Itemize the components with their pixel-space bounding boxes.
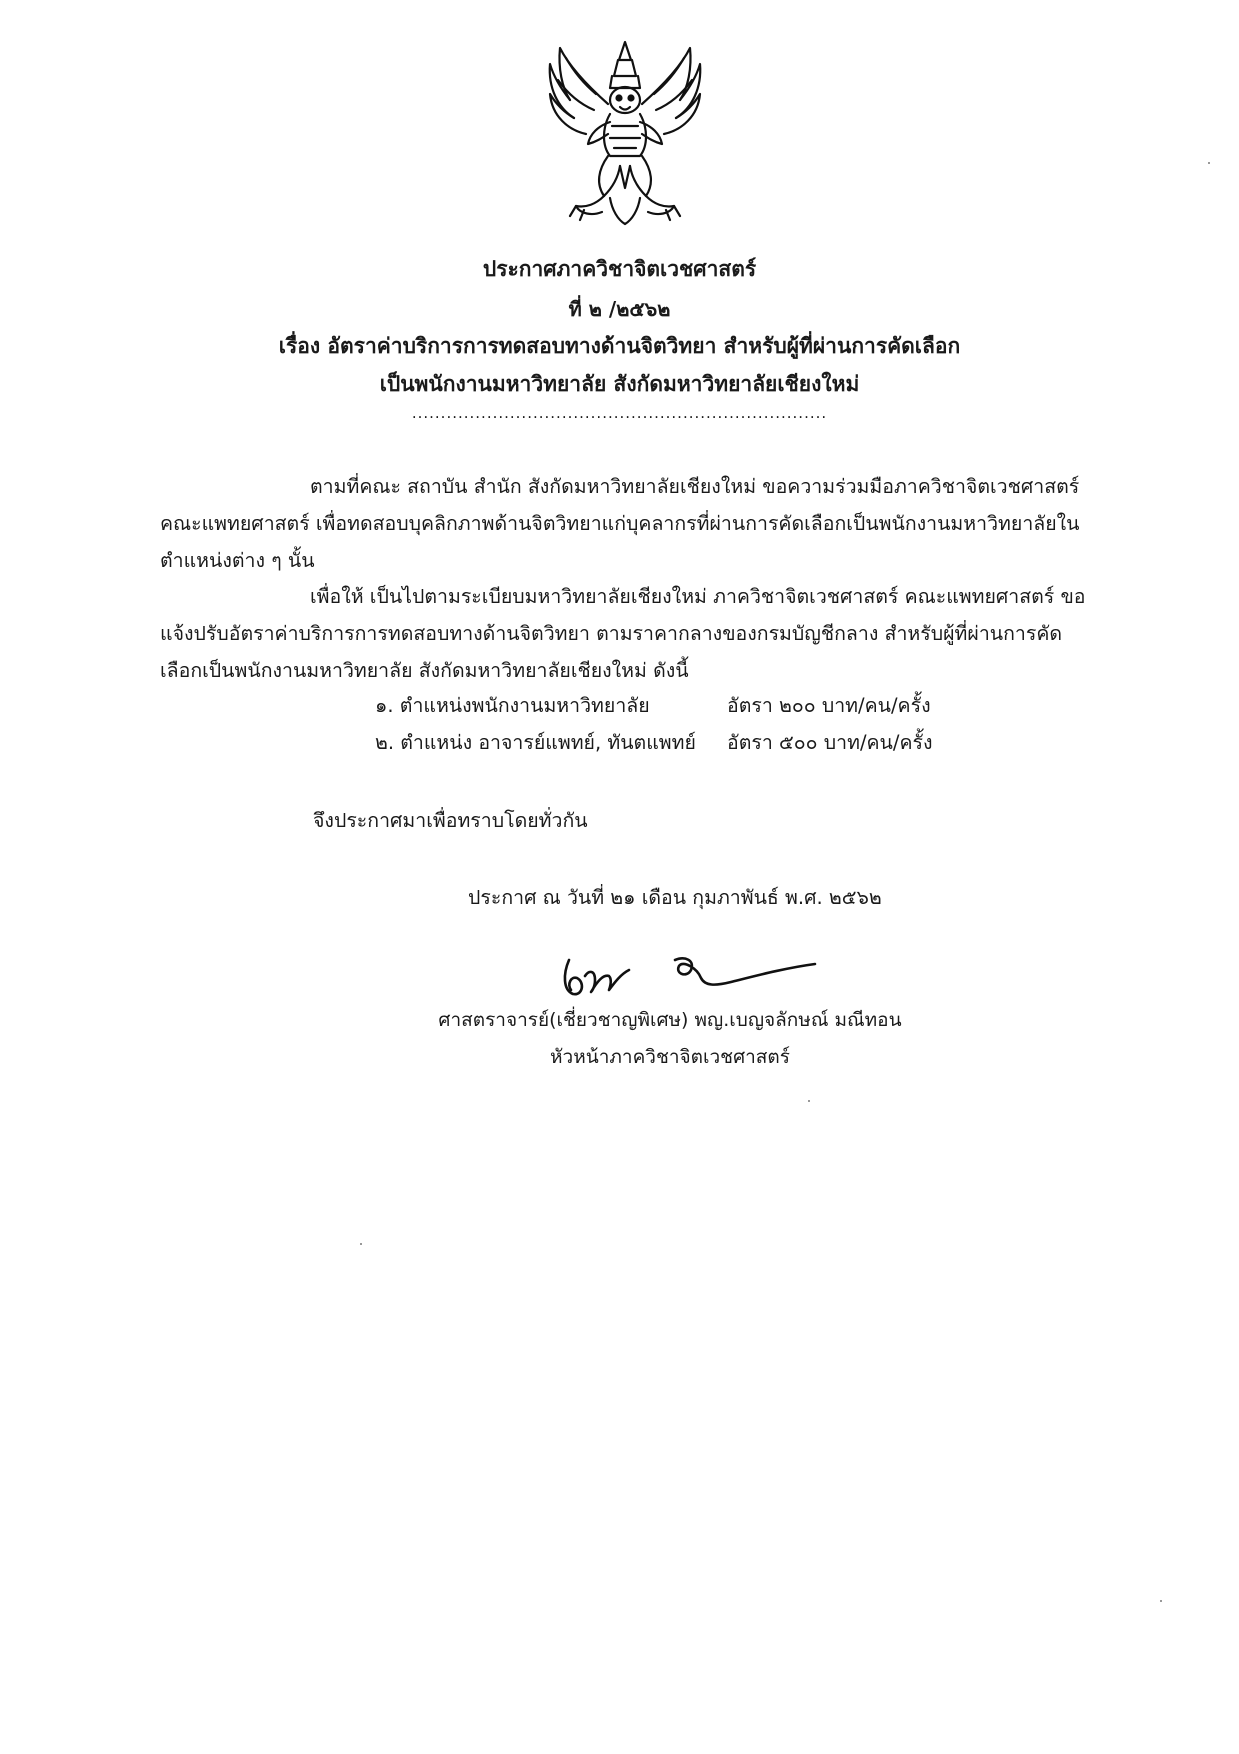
signer-name: ศาสตราจารย์(เชี่ยวชาญพิเศษ) พญ.เบญจลักษณ์ มณีทอน xyxy=(438,1009,902,1031)
subject-line-2: เป็นพนักงานมหาวิทยาลัย สังกัดมหาวิทยาลัยเชียงใหม่ xyxy=(379,372,860,396)
garuda-emblem-icon xyxy=(540,38,710,228)
scan-speck xyxy=(1160,1600,1162,1602)
separator-dots: ........................................................................ xyxy=(411,404,828,422)
announcement-number: ที่ ๒ /๒๕๖๒ xyxy=(568,297,671,321)
announcement-title: ประกาศภาควิชาจิตเวชศาสตร์ xyxy=(482,257,757,281)
handwritten-signature-icon xyxy=(555,930,825,1010)
subject-line-1: เรื่อง อัตราค่าบริการการทดสอบทางด้านจิตวิทยา สำหรับผู้ที่ผ่านการคัดเลือก xyxy=(278,334,961,358)
rate-value-2: อัตรา ๕๐๐ บาท/คน/ครั้ง xyxy=(727,731,933,754)
rate-label-1: ๑. ตำแหน่งพนักงานมหาวิทยาลัย xyxy=(375,694,650,717)
rate-label-2: ๒. ตำแหน่ง อาจารย์แพทย์, ทันตแพทย์ xyxy=(375,731,696,754)
rate-value-1: อัตรา ๒๐๐ บาท/คน/ครั้ง xyxy=(727,694,931,717)
body-paragraph-2: เพื่อให้ เป็นไปตามระเบียบมหาวิทยาลัยเชียงใหม่ ภาควิชาจิตเวชศาสตร์ คณะแพทยศาสตร์ ขอแจ้งปรับอัตราค่าบริการการทดสอบทางด้านจิตวิทยา ตามราคากลางของกรมบัญชีกลาง สำหรับผู้ที่ผ่านการคัดเลือกเป็นพนักงานมหาวิทยาลัย สังกัดมหาวิทยาลัยเชียงใหม่ ดังนี้ xyxy=(160,585,1086,682)
scan-speck xyxy=(808,1100,810,1102)
scan-speck xyxy=(1208,162,1210,164)
scan-speck xyxy=(360,1243,362,1245)
announcement-date: ประกาศ ณ วันที่ ๒๑ เดือน กุมภาพันธ์ พ.ศ. ๒๕๖๒ xyxy=(468,886,882,909)
body-paragraph-1: ตามที่คณะ สถาบัน สำนัก สังกัดมหาวิทยาลัยเชียงใหม่ ขอความร่วมมือภาควิชาจิตเวชศาสตร์ คณะแพทยศาสตร์ เพื่อทดสอบบุคลิกภาพด้านจิตวิทยาแก่บุคลากรที่ผ่านการคัดเลือกเป็นพนักงานมหาวิทยาลัยในตำแหน่งต่าง ๆ นั้น xyxy=(160,475,1080,572)
closing-statement: จึงประกาศมาเพื่อทราบโดยทั่วกัน xyxy=(313,809,588,832)
signer-title: หัวหน้าภาควิชาจิตเวชศาสตร์ xyxy=(550,1046,790,1068)
